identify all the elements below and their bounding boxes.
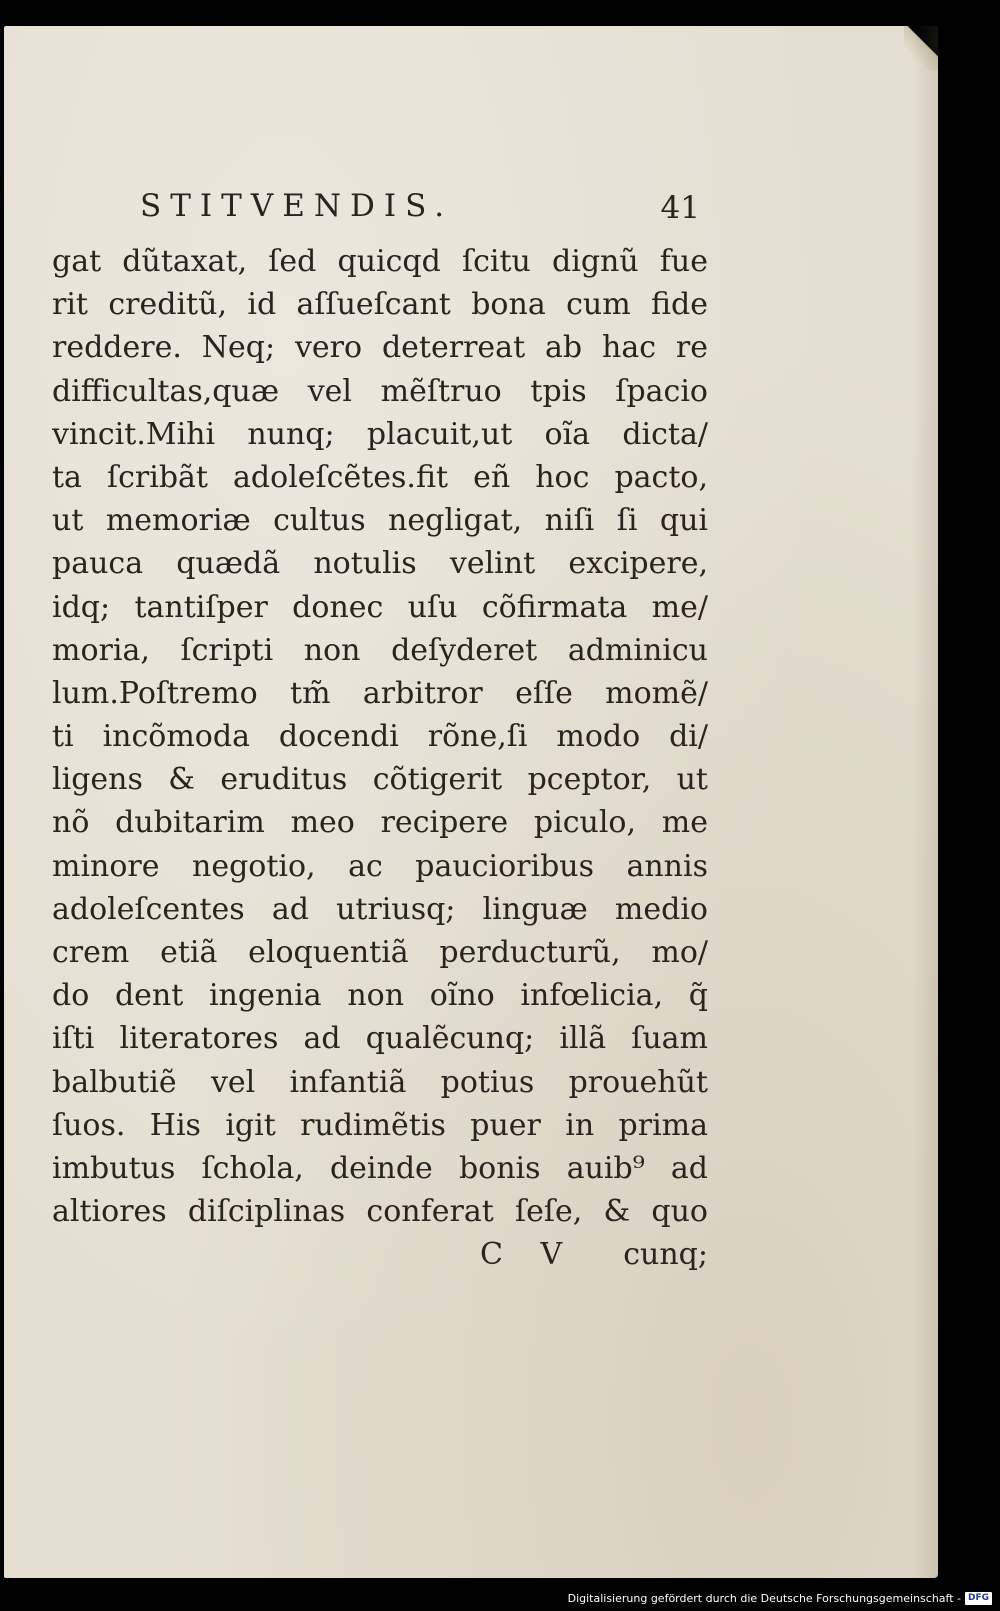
text-line: minore negotio, ac paucioribus annis — [52, 848, 708, 884]
page-number: 41 — [660, 190, 700, 226]
running-title: STITVENDIS. — [140, 188, 454, 224]
text-line: adoleſcentes ad utriusq; linguæ medio — [52, 891, 708, 927]
text-line: pauca quædã notulis velint excipere, — [52, 546, 708, 582]
text-line: ta ſcribãt adoleſcẽtes.fit eñ hoc pacto, — [52, 459, 708, 495]
text-line: nõ dubitarim meo recipere piculo, me — [52, 805, 708, 841]
text-line: crem etiã eloquentiã perducturũ, mo/ — [52, 935, 708, 970]
text-line: ti incõmoda docendi rõne,ſi modo di/ — [52, 719, 708, 755]
text-line: rit creditũ, id aſſueſcant bona cum fide — [52, 287, 708, 323]
text-line: reddere. Neq; vero deterreat ab hac re — [52, 330, 708, 366]
text-line: ligens & eruditus cõtigerit pceptor, ut — [52, 762, 708, 798]
book-page — [4, 26, 938, 1578]
text-line: idq; tantiſper donec uſu cõfirmata me/ — [52, 589, 708, 625]
running-head — [140, 184, 700, 228]
text-line: lum.Poſtremo tm̃ arbitror eſſe momẽ/ — [52, 675, 708, 711]
credit-text: Digitalisierung gefördert durch die Deutsche Forschungsgemeinschaft - — [567, 1591, 961, 1605]
page-corner-curl — [904, 26, 938, 70]
text-line: ut memoriæ cultus negligat, niſi ſi qui — [52, 503, 708, 539]
text-line: moria, ſcripti non deſyderet adminicu — [52, 632, 708, 668]
text-line: do dent ingenia non oĩno infœlicia, q̃ — [52, 978, 708, 1014]
text-line: difficultas,quæ vel mẽſtruo tpis ſpacio — [52, 373, 708, 409]
page-footer-marks — [480, 1233, 708, 1277]
catchword: cunq; — [623, 1237, 708, 1272]
digitization-credit — [568, 1589, 992, 1607]
text-line: vincit.Mihi nunq; placuit,ut oĩa dicta/ — [52, 416, 708, 452]
text-line: imbutus ſchola, deinde bonis auib⁹ ad — [52, 1150, 708, 1186]
text-line: gat dũtaxat, ſed quicqd ſcitu dignũ fue — [52, 244, 708, 279]
signature-mark: C V — [480, 1237, 577, 1272]
body-text — [52, 240, 708, 1233]
text-line: balbutiẽ vel infantiã potius prouehũt — [52, 1064, 708, 1100]
text-line: ſuos. His igit rudimẽtis puer in prima — [52, 1107, 708, 1143]
dfg-logo-icon: DFG — [965, 1592, 992, 1605]
text-line: altiores diſciplinas conferat ſeſe, & quo — [52, 1194, 708, 1230]
text-line: iſti literatores ad qualẽcunq; illã ſuam — [52, 1021, 708, 1057]
